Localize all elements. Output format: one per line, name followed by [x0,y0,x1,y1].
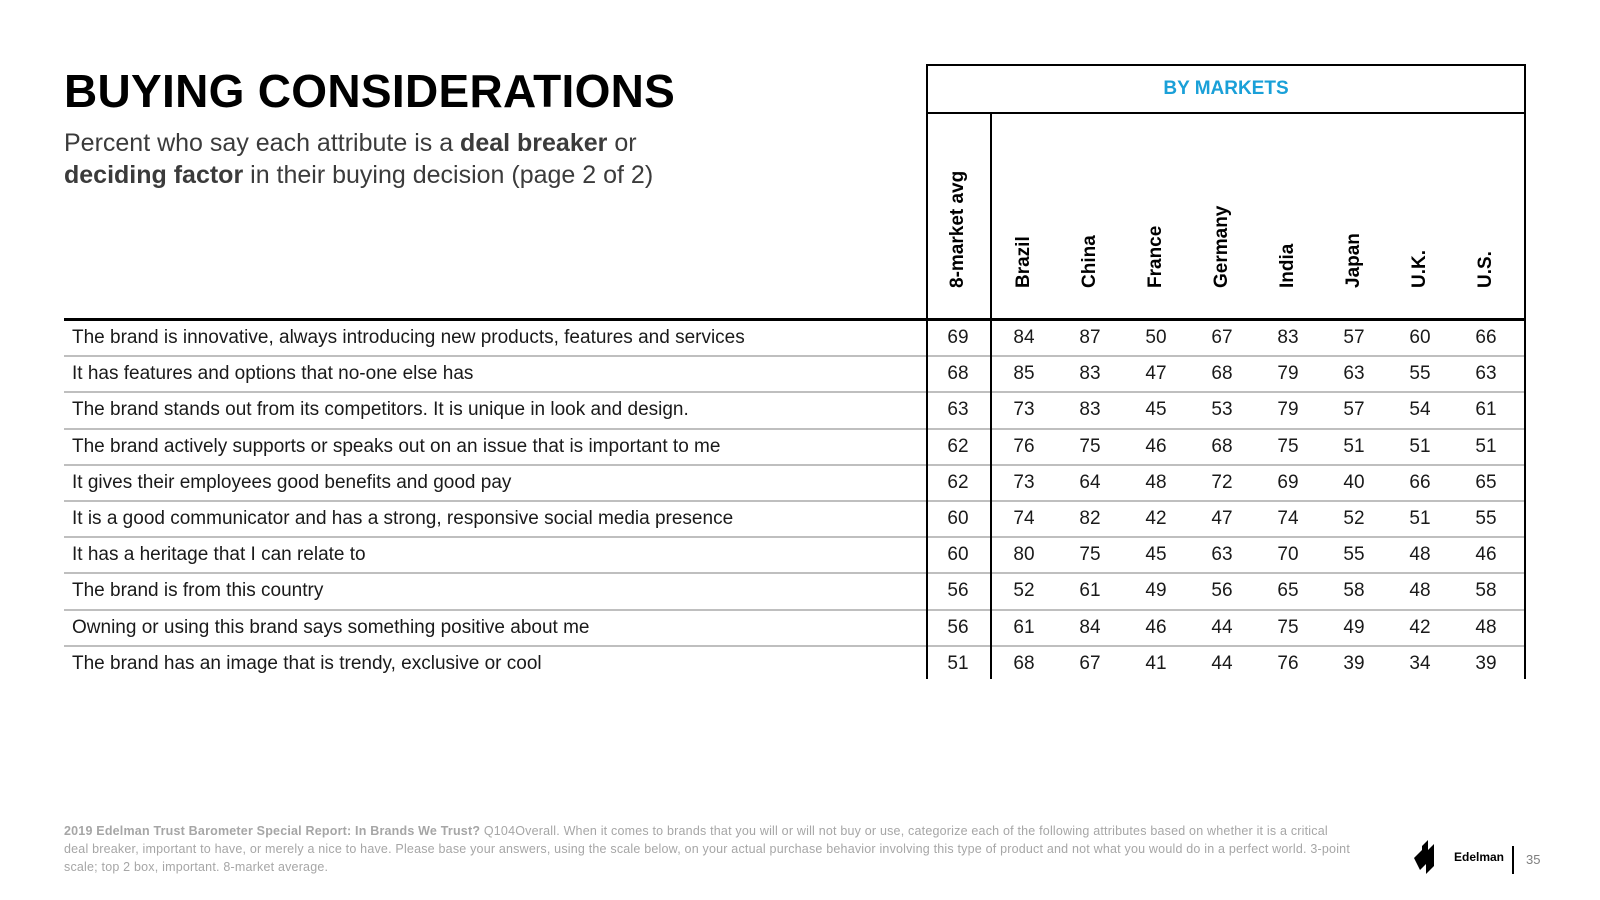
value-cell: 55 [1343,544,1365,566]
column-header [1202,114,1242,310]
column-header-label: France [1145,225,1166,288]
table-row [64,611,1526,647]
value-cell: 60 [947,507,969,529]
value-cell: 52 [1013,580,1035,602]
data-table [64,321,1526,683]
value-cell: 76 [1277,652,1299,674]
value-cell: 73 [1013,471,1035,493]
value-cell: 55 [1475,507,1497,529]
page-title: BUYING CONSIDERATIONS [64,65,676,117]
value-cell: 47 [1145,363,1167,385]
value-cell: 42 [1145,507,1167,529]
value-cell: 74 [1277,507,1299,529]
column-header-label: China [1079,235,1100,288]
logo-separator [1512,846,1514,874]
value-cell: 68 [1013,652,1035,674]
value-cell: 82 [1079,507,1101,529]
value-cell: 65 [1277,580,1299,602]
value-cell: 72 [1211,471,1233,493]
row-label: The brand stands out from its competitors. It is unique in look and design. [72,399,689,421]
column-header-label: India [1277,243,1298,288]
value-cell: 39 [1475,652,1497,674]
subtitle-text-2: or [607,129,637,157]
value-cell: 49 [1343,616,1365,638]
footnote [64,822,1354,876]
value-cell: 67 [1211,327,1233,348]
value-cell: 56 [947,580,969,602]
value-cell: 48 [1409,544,1431,566]
column-header [1268,114,1308,310]
page-subtitle [64,127,864,191]
value-cell: 63 [1343,363,1365,385]
table-row [64,574,1526,610]
column-header [1004,114,1044,310]
value-cell: 60 [947,544,969,566]
value-cell: 45 [1145,399,1167,421]
value-cell: 60 [1409,327,1431,348]
value-cell: 51 [1409,435,1431,457]
value-cell: 46 [1145,616,1167,638]
value-cell: 46 [1475,544,1497,566]
column-header [1334,114,1374,310]
value-cell: 83 [1079,363,1101,385]
value-cell: 74 [1013,507,1035,529]
markets-right-border [1524,112,1526,322]
value-cell: 48 [1475,616,1497,638]
value-cell: 52 [1343,507,1365,529]
subtitle-text-1: Percent who say each attribute is a [64,129,461,157]
column-header-label: Brazil [1013,236,1034,288]
table-row [64,357,1526,393]
row-label: The brand actively supports or speaks out on an issue that is important to me [72,435,721,457]
value-cell: 57 [1343,399,1365,421]
value-cell: 39 [1343,652,1365,674]
value-cell: 58 [1343,580,1365,602]
value-cell: 68 [1211,363,1233,385]
value-cell: 68 [947,363,969,385]
value-cell: 63 [1475,363,1497,385]
value-cell: 69 [1277,471,1299,493]
page-number: 35 [1526,852,1541,867]
value-cell: 62 [947,471,969,493]
value-cell: 66 [1475,327,1497,348]
value-cell: 75 [1079,544,1101,566]
logo-text: Edelman [1454,850,1505,864]
row-label: It gives their employees good benefits and good pay [72,471,512,493]
value-cell: 46 [1145,435,1167,457]
value-cell: 55 [1409,363,1431,385]
value-cell: 76 [1013,435,1035,457]
value-cell: 87 [1079,327,1101,348]
value-cell: 67 [1079,652,1101,674]
value-cell: 61 [1013,616,1035,638]
value-cell: 68 [1211,435,1233,457]
value-cell: 64 [1079,471,1101,493]
row-label: The brand has an image that is trendy, exclusive or cool [72,652,542,674]
value-cell: 57 [1343,327,1365,348]
column-header [1136,114,1176,310]
subtitle-bold-1: deal breaker [460,129,608,157]
value-cell: 83 [1079,399,1101,421]
row-label: It has features and options that no-one else has [72,363,474,385]
table-row [64,502,1526,538]
column-header [1466,114,1506,310]
column-header-label: Japan [1343,233,1364,288]
column-header [1070,114,1110,310]
by-markets-header: BY MARKETS [926,64,1526,114]
value-cell: 50 [1145,327,1167,348]
value-cell: 44 [1211,616,1233,638]
table-row [64,321,1526,357]
column-header-label: 8-market avg [947,170,968,288]
value-cell: 51 [1475,435,1497,457]
value-cell: 51 [1409,507,1431,529]
avg-divider [990,321,992,679]
value-cell: 66 [1409,471,1431,493]
subtitle-text-3: in their buying decision (page 2 of 2) [243,161,654,189]
column-header [938,114,978,310]
value-cell: 56 [1211,580,1233,602]
column-header-label: U.S. [1475,251,1496,288]
value-cell: 34 [1409,652,1431,674]
value-cell: 65 [1475,471,1497,493]
value-cell: 70 [1277,544,1299,566]
value-cell: 47 [1211,507,1233,529]
table-row [64,647,1526,683]
table-row [64,430,1526,466]
value-cell: 49 [1145,580,1167,602]
value-cell: 79 [1277,363,1299,385]
value-cell: 54 [1409,399,1431,421]
footnote-source: 2019 Edelman Trust Barometer Special Report: In Brands We Trust? [64,824,481,838]
value-cell: 79 [1277,399,1299,421]
table-row [64,538,1526,574]
value-cell: 83 [1277,327,1299,348]
row-label: The brand is from this country [72,580,324,602]
value-cell: 40 [1343,471,1365,493]
value-cell: 75 [1277,616,1299,638]
footnote-text: Q104Overall. When it comes to brands that you will or will not buy or use, categorize each of the following attributes based on whether it is a critical deal breaker, important to have, or merely a nice to have. Please base your answers, using the scale below, on your actual purchase behavior involving this type of product and not what you would do in a perfect world. 3-point scale; top 2 box, important. 8-market average. [64,824,1350,874]
markets-left-border [926,112,928,322]
table-left-border [926,321,928,679]
column-header-label: U.K. [1409,250,1430,288]
value-cell: 56 [947,616,969,638]
value-cell: 63 [1211,544,1233,566]
table-right-border [1524,321,1526,679]
value-cell: 62 [947,435,969,457]
value-cell: 53 [1211,399,1233,421]
row-label: It has a heritage that I can relate to [72,544,366,566]
value-cell: 42 [1409,616,1431,638]
table-row [64,393,1526,429]
row-label: The brand is innovative, always introducing new products, features and services [72,327,745,348]
row-label: It is a good communicator and has a strong, responsive social media presence [72,507,734,529]
column-header-label: Germany [1211,205,1232,288]
value-cell: 48 [1145,471,1167,493]
value-cell: 61 [1079,580,1101,602]
value-cell: 51 [1343,435,1365,457]
value-cell: 75 [1277,435,1299,457]
table-row [64,466,1526,502]
value-cell: 44 [1211,652,1233,674]
value-cell: 84 [1079,616,1101,638]
value-cell: 48 [1409,580,1431,602]
value-cell: 41 [1145,652,1167,674]
value-cell: 85 [1013,363,1035,385]
value-cell: 58 [1475,580,1497,602]
value-cell: 73 [1013,399,1035,421]
value-cell: 63 [947,399,969,421]
value-cell: 45 [1145,544,1167,566]
avg-divider-header [990,114,992,322]
row-label: Owning or using this brand says something positive about me [72,616,590,638]
value-cell: 84 [1013,327,1035,348]
subtitle-bold-2: deciding factor [64,161,244,189]
value-cell: 51 [947,652,969,674]
column-header [1400,114,1440,310]
value-cell: 69 [947,327,969,348]
value-cell: 80 [1013,544,1035,566]
value-cell: 75 [1079,435,1101,457]
value-cell: 61 [1475,399,1497,421]
